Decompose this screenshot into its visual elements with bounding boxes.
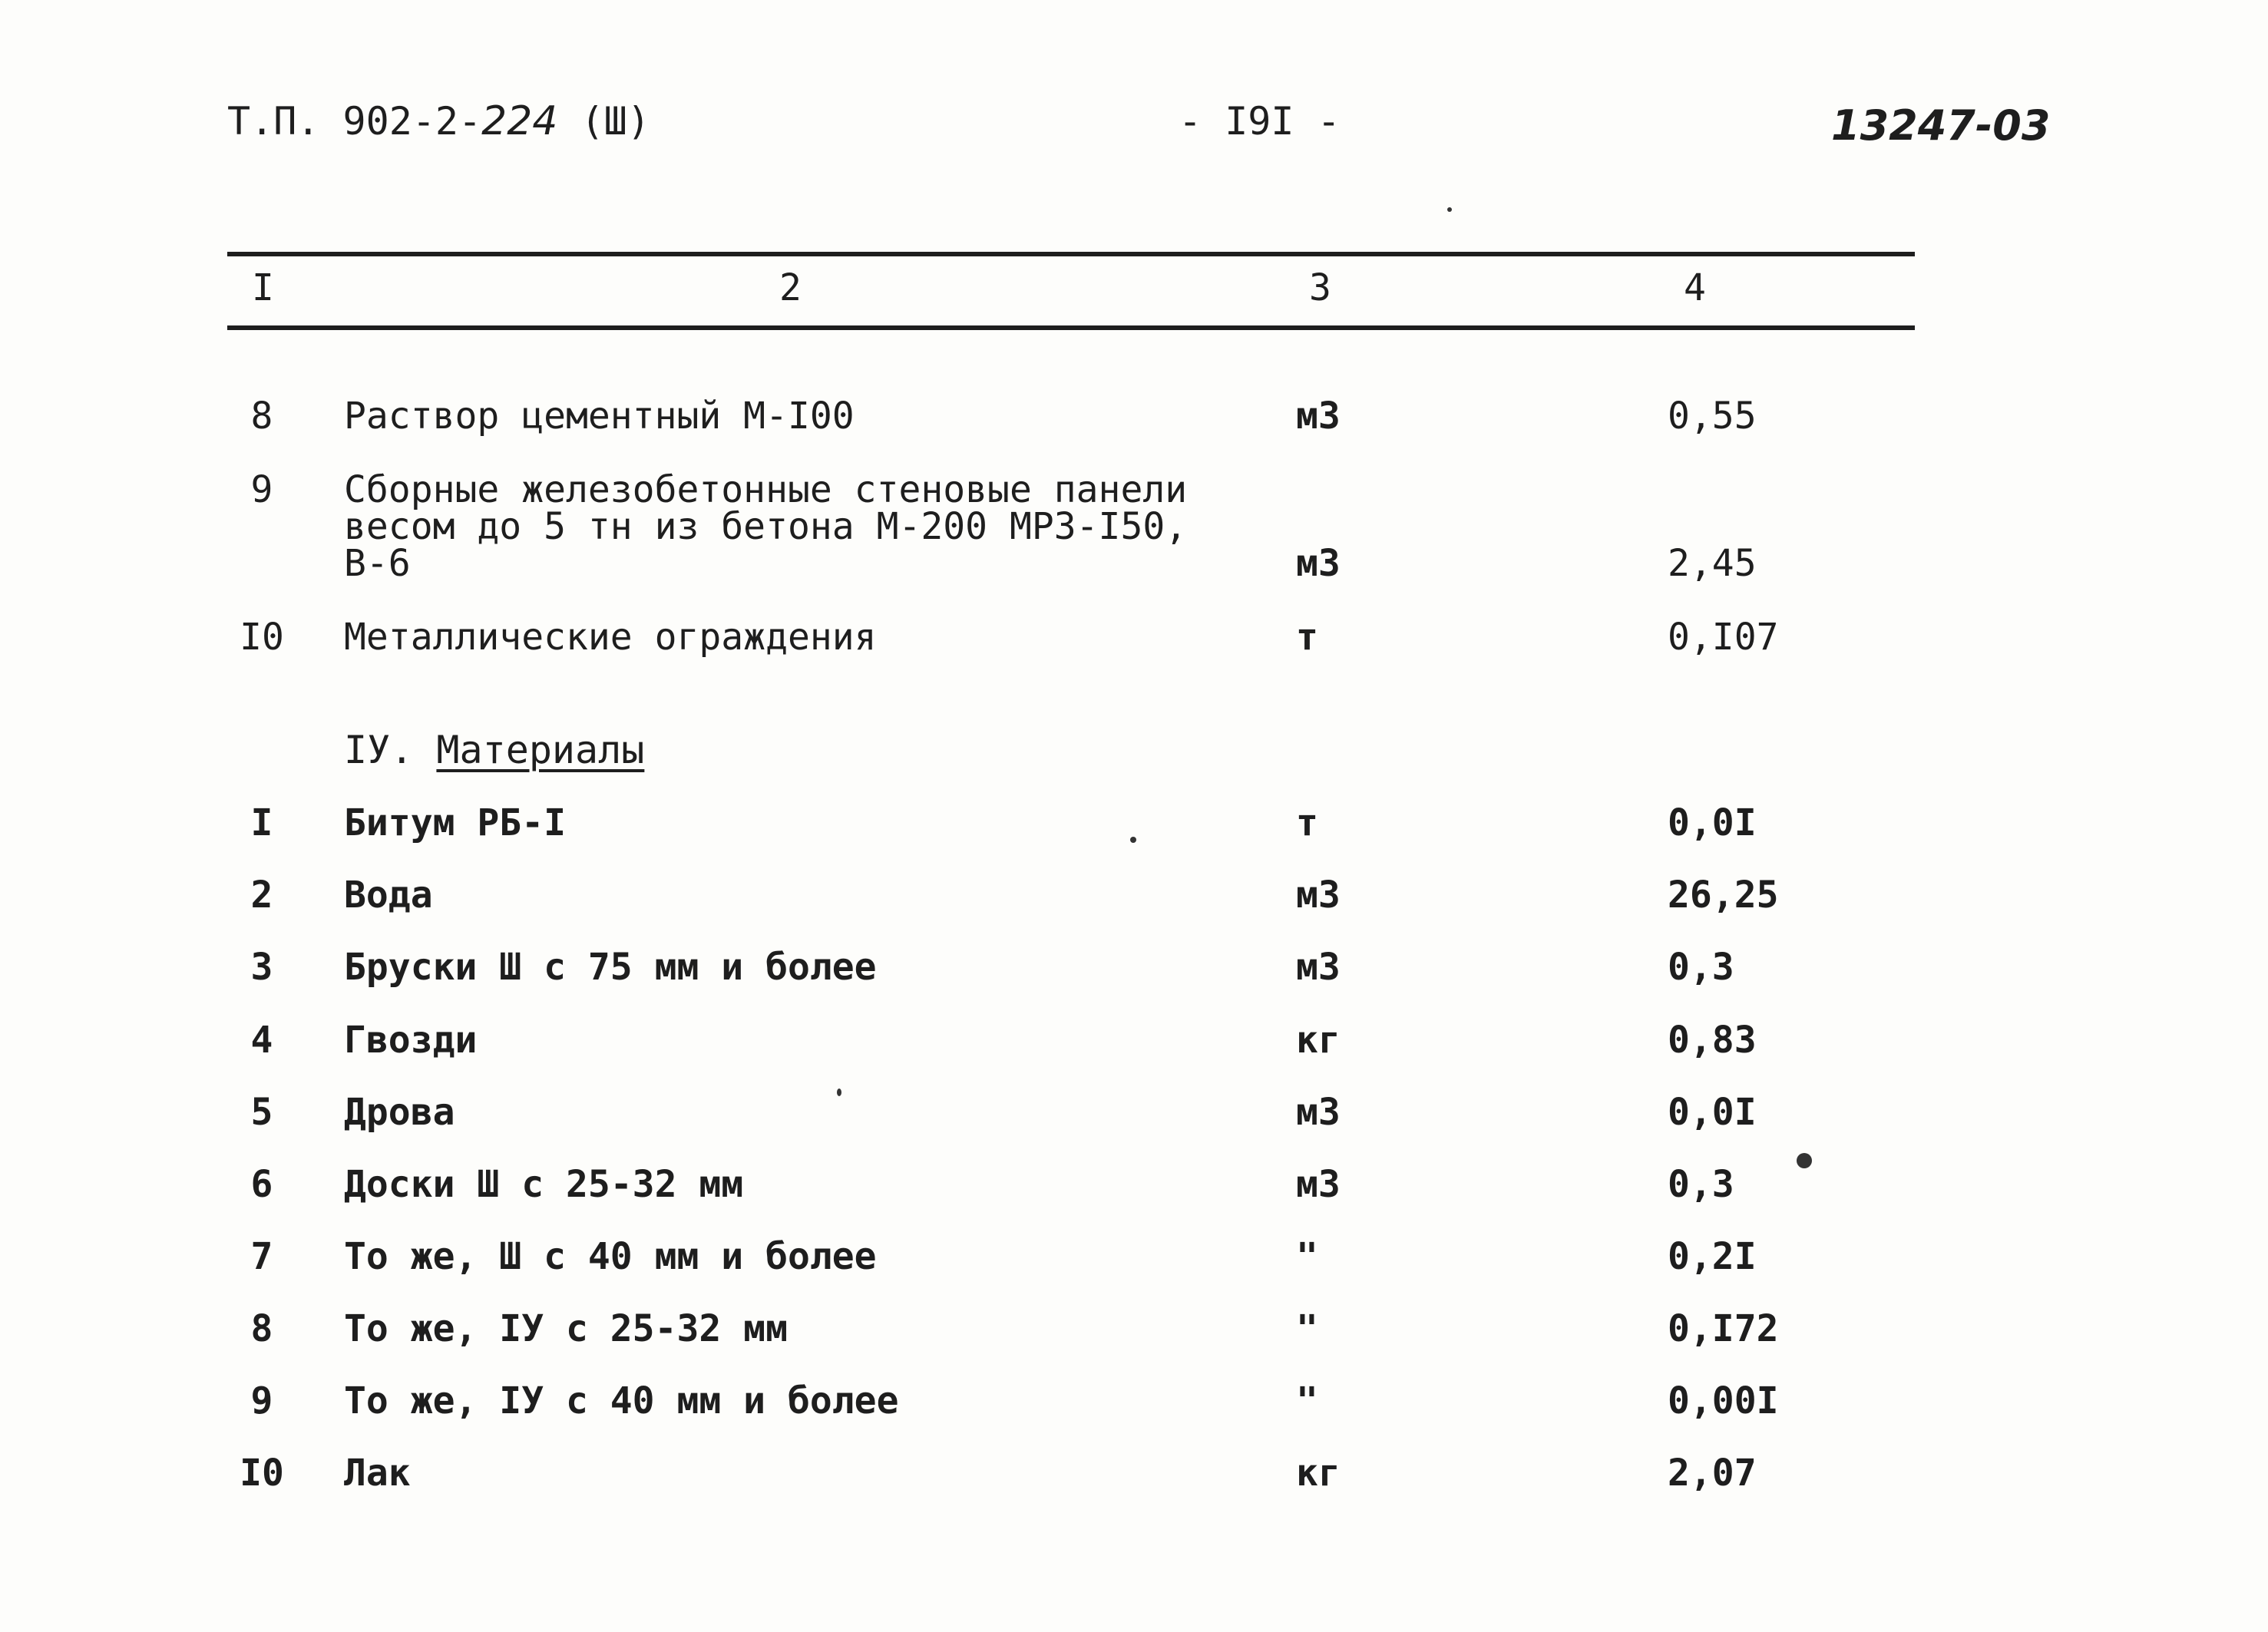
row-unit: м3	[1296, 542, 1341, 585]
row-number: 2	[250, 874, 273, 917]
row-quantity: 2,45	[1668, 542, 1757, 585]
row-name: Битум РБ-I	[344, 801, 566, 844]
row-number: I0	[240, 1452, 284, 1495]
row-unit: м3	[1296, 874, 1341, 917]
row-name: Доски Ш с 25-32 мм	[344, 1163, 744, 1206]
doc-code	[227, 98, 650, 144]
doc-code-handwritten: 224	[481, 98, 558, 144]
row-unit: м3	[1296, 395, 1341, 438]
row-name: Дрова	[344, 1091, 455, 1134]
ink-blot	[1797, 1153, 1812, 1168]
row-name: То же, IУ с 40 мм и более	[344, 1379, 899, 1422]
row-quantity: 0,I72	[1668, 1307, 1779, 1350]
row-unit: м3	[1296, 946, 1341, 989]
section-prefix: IУ.	[344, 728, 437, 772]
column-number-4: 4	[1684, 266, 1706, 309]
ink-speck	[1447, 207, 1452, 212]
row-name: Бруски Ш с 75 мм и более	[344, 946, 877, 989]
row-name: То же, Ш с 40 мм и более	[344, 1235, 877, 1278]
row-quantity: 0,0I	[1668, 801, 1757, 844]
table-top-rule	[227, 252, 1915, 256]
row-name: Лак	[344, 1452, 411, 1495]
page-number: - I9I -	[1179, 99, 1341, 144]
row-name: Металлические ограждения	[344, 616, 877, 659]
row-unit-ditto: "	[1296, 1379, 1318, 1422]
row-quantity: 0,0I	[1668, 1091, 1757, 1134]
row-unit: м3	[1296, 1163, 1341, 1206]
column-number-1: I	[252, 266, 274, 309]
row-number: 6	[250, 1163, 273, 1206]
row-unit: т	[1296, 801, 1318, 844]
column-number-2: 2	[779, 266, 802, 309]
row-unit: кг	[1296, 1019, 1341, 1062]
section-title: Материалы	[436, 728, 645, 772]
row-number: 5	[250, 1091, 273, 1134]
row-quantity: 0,3	[1668, 1163, 1734, 1206]
row-unit-ditto: "	[1296, 1307, 1318, 1350]
archive-number: 13247-03	[1831, 101, 2051, 150]
row-number: 9	[250, 1379, 273, 1422]
row-number: 8	[250, 1307, 273, 1350]
row-name: Гвозди	[344, 1019, 478, 1062]
row-quantity: 0,55	[1668, 395, 1757, 438]
row-number: I0	[240, 616, 284, 659]
row-unit: кг	[1296, 1452, 1341, 1495]
row-quantity: 0,3	[1668, 946, 1734, 989]
section-heading	[344, 729, 644, 771]
row-quantity: 0,2I	[1668, 1235, 1757, 1278]
row-number: I	[250, 801, 273, 844]
row-quantity: 0,I07	[1668, 616, 1779, 659]
row-unit-ditto: "	[1296, 1235, 1318, 1278]
row-name: Вода	[344, 874, 433, 917]
row-unit: м3	[1296, 1091, 1341, 1134]
row-name: Раствор цементный М-I00	[344, 395, 855, 438]
ink-speck	[1130, 837, 1136, 843]
row-quantity: 26,25	[1668, 874, 1779, 917]
doc-code-suffix: (Ш)	[557, 99, 650, 144]
row-name: Сборные железобетонные стеновые панели весом до 5 тн из бетона М-200 МРЗ-I50, В-6	[344, 468, 1188, 585]
row-name: То же, IУ с 25-32 мм	[344, 1307, 788, 1350]
column-number-3: 3	[1309, 266, 1331, 309]
row-quantity: 0,83	[1668, 1019, 1757, 1062]
row-quantity: 2,07	[1668, 1452, 1757, 1495]
table-header-rule	[227, 325, 1915, 330]
ink-speck	[837, 1089, 841, 1096]
row-unit: т	[1296, 616, 1318, 659]
row-number: 7	[250, 1235, 273, 1278]
row-number: 3	[250, 946, 273, 989]
row-number: 9	[250, 468, 273, 511]
doc-code-prefix: Т.П. 902-2-	[227, 99, 482, 144]
row-quantity: 0,00I	[1668, 1379, 1779, 1422]
row-number: 4	[250, 1019, 273, 1062]
row-number: 8	[250, 395, 273, 438]
